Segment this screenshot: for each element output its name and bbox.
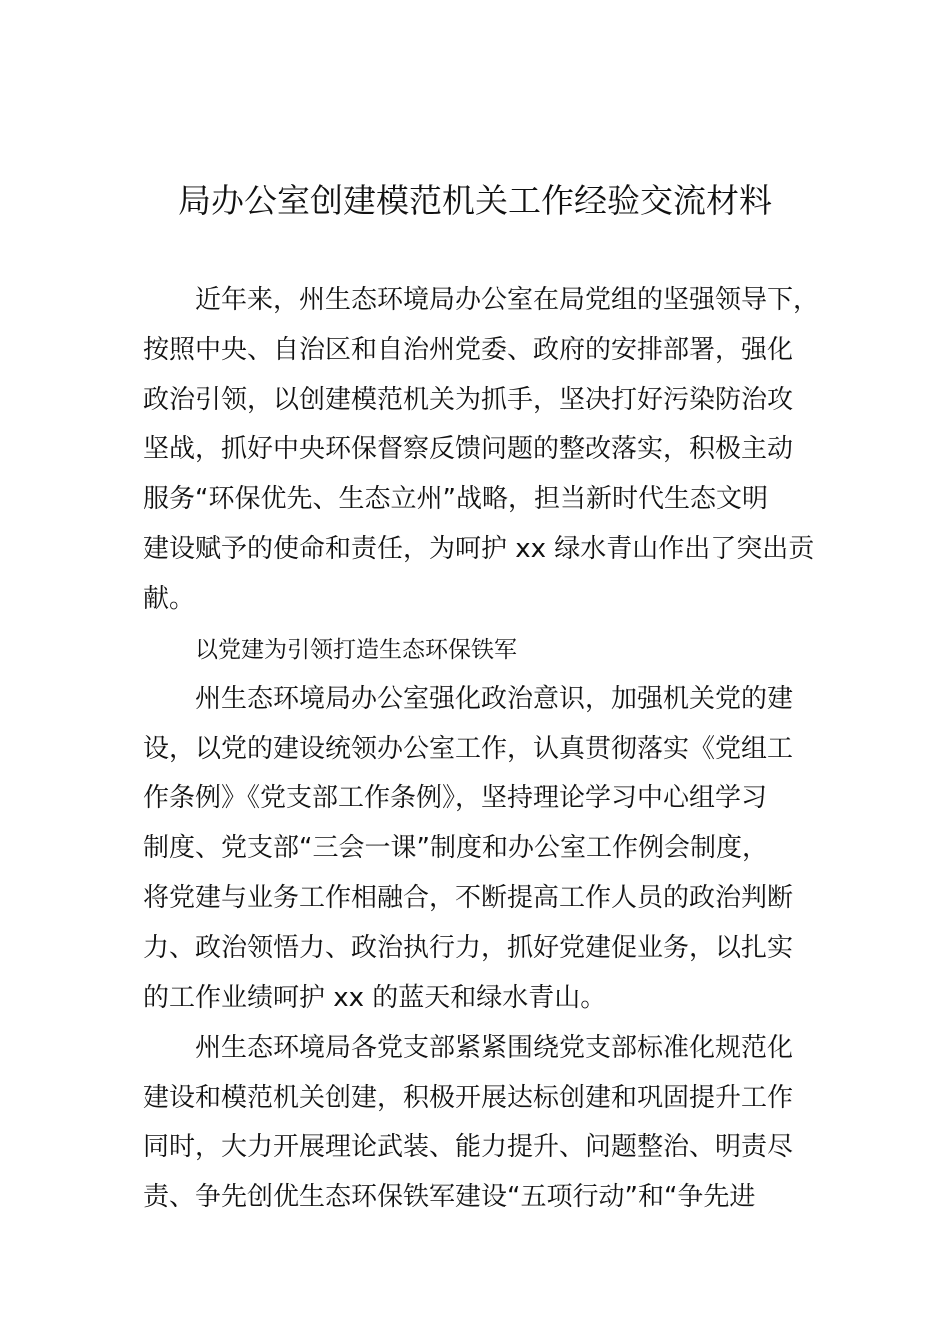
paragraph-line: 设，以党的建设统领办公室工作，认真贯彻落实《党组工 [143, 734, 794, 764]
paragraph-line: 力、政治领悟力、政治执行力，抓好党建促业务，以扎实 [143, 933, 794, 963]
paragraph-line: 献。 [143, 584, 196, 614]
paragraph-line: 建设和模范机关创建，积极开展达标创建和巩固提升工作 [143, 1083, 794, 1113]
paragraph-line: 将党建与业务工作相融合，不断提高工作人员的政治判断 [143, 883, 794, 913]
paragraph-line: 作条例》《党支部工作条例》，坚持理论学习中心组学习 [143, 783, 768, 813]
paragraph-line: 服务“环保优先、生态立州”战略，担当新时代生态文明 [143, 484, 768, 514]
paragraph-line: 按照中央、自治区和自治州党委、政府的安排部署，强化 [143, 335, 794, 365]
paragraph-line: 政治引领，以创建模范机关为抓手，坚决打好污染防治攻 [143, 385, 794, 415]
paragraph-line: 责、争先创优生态环保铁军建设“五项行动”和“争先进 [143, 1182, 756, 1212]
paragraph-line: 州生态环境局各党支部紧紧围绕党支部标准化规范化 [195, 1033, 794, 1063]
paragraph-line: 坚战，抓好中央环保督察反馈问题的整改落实，积极主动 [143, 434, 794, 464]
section-heading: 以党建为引领打造生态环保铁军 [195, 637, 517, 663]
paragraph-line: 同时，大力开展理论武装、能力提升、问题整治、明责尽 [143, 1132, 794, 1162]
document-title: 局办公室创建模范机关工作经验交流材料 [178, 181, 772, 220]
paragraph-line: 的工作业绩呵护 xx 的蓝天和绿水青山。 [143, 983, 607, 1013]
paragraph-line: 制度、党支部“三会一课”制度和办公室工作例会制度， [143, 833, 768, 863]
paragraph-line: 建设赋予的使命和责任，为呵护 xx 绿水青山作出了突出贡 [143, 534, 815, 564]
paragraph-line: 近年来，州生态环境局办公室在局党组的坚强领导下， [195, 285, 820, 315]
paragraph-line: 州生态环境局办公室强化政治意识，加强机关党的建 [195, 684, 794, 714]
